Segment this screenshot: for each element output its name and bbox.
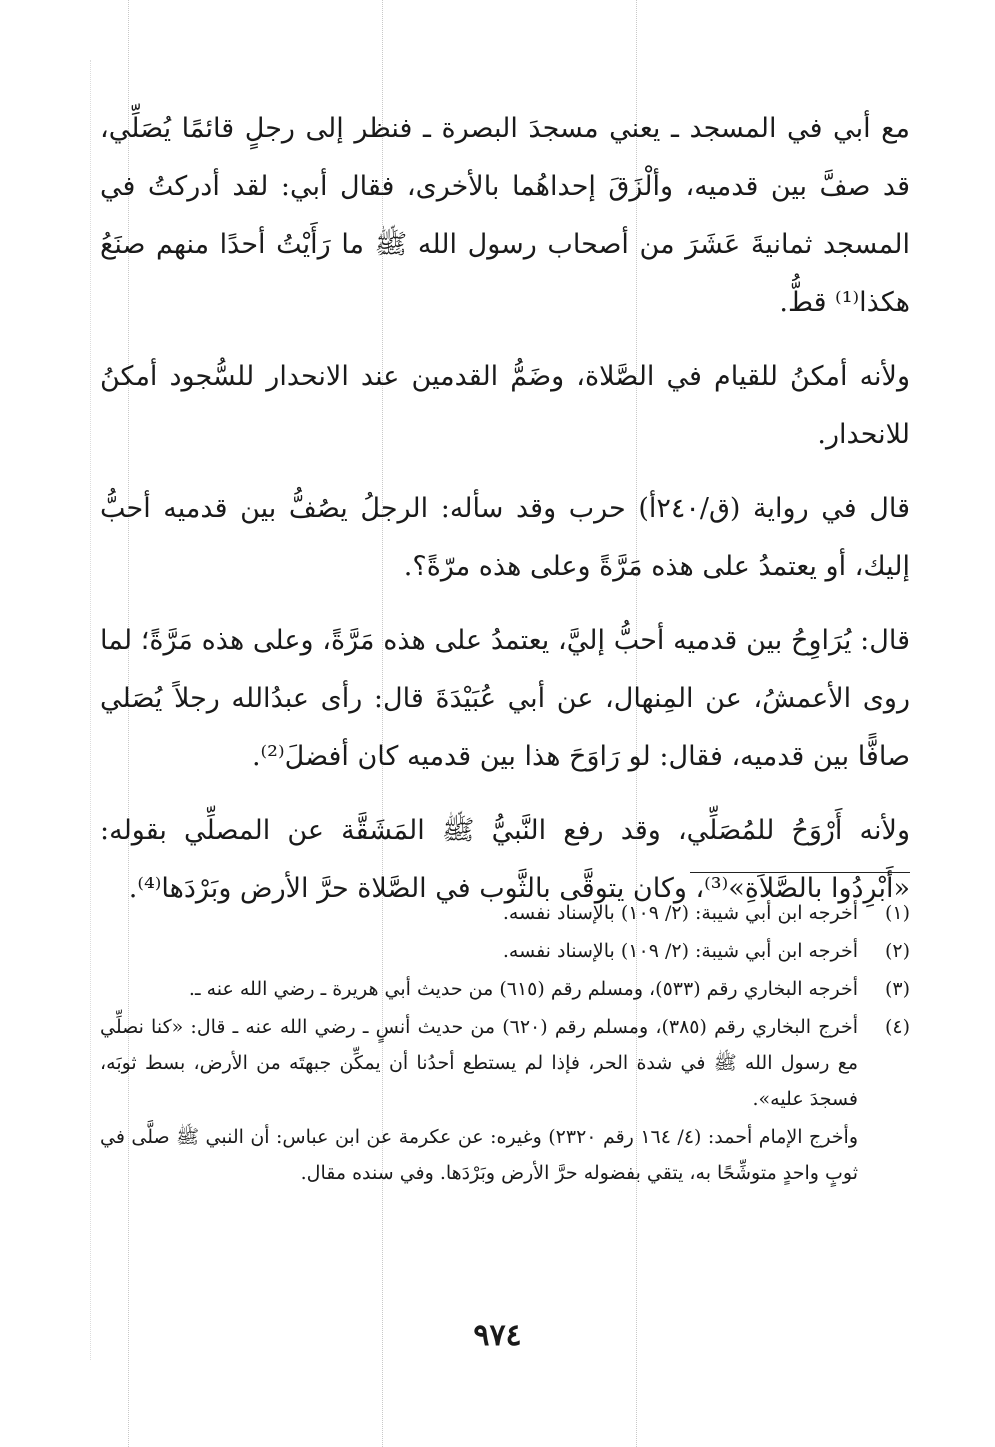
paragraph: ولأنه أمكنُ للقيام في الصَّلاة، وضَمُّ القدمين عند الانحدار للسُّجود أمكنُ للانحدار.	[100, 361, 910, 450]
footnote-text: أخرجه البخاري رقم (٥٣٣)، ومسلم رقم (٦١٥) من حديث أبي هريرة ـ رضي الله عنه ـ.	[188, 978, 858, 1000]
footnote	[100, 933, 910, 969]
footnote-number: (١)	[884, 902, 910, 924]
paragraph: مع أبي في المسجد ـ يعني مسجدَ البصرة ـ فنظر إلى رجلٍ قائمًا يُصَلِّي، قد صفَّ بين قدميه، وألْزَقَ إحداهُما بالأخرى، فقال أبي: لقد أدركتُ في المسجد ثمانيةَ عَشَرَ من أصحاب رسول الله ﷺ ما رَأَيْتُ أحدًا منهم صنَعُ هكذا⁽¹⁾ قطُّ.	[100, 113, 910, 318]
footnote	[100, 1009, 910, 1117]
footnote-text: أخرجه ابن أبي شيبة: (٢/ ١٠٩) بالإسناد نفسه.	[502, 940, 858, 962]
scan-artifact-dots	[90, 60, 91, 1360]
footnote-text: أخرجه ابن أبي شيبة: (٢/ ١٠٩) بالإسناد نفسه.	[502, 902, 858, 924]
footnote-continuation: وأخرج الإمام أحمد: (٤/ ١٦٤ رقم ٢٣٢٠) وغيره: عن عكرمة عن ابن عباس: أن النبي ﷺ صلَّى في ثوبٍ واحدٍ متوشِّحًا به، يتقي بفضوله حرَّ الأرض وبَرْدَها. وفي سنده مقال.	[100, 1126, 858, 1184]
footnotes	[100, 895, 910, 1191]
footnote-number: (٣)	[884, 978, 910, 1000]
paragraph: قال: يُرَاوِحُ بين قدميه أحبُّ إليَّ، يعتمدُ على هذه مَرَّةً، وعلى هذه مَرَّةً؛ لما روى الأعمشُ، عن المِنهال، عن أبي عُبَيْدَةَ قال: رأى عبدُالله رجلاً يُصَلي صافًّا بين قدميه، فقال: لو رَاوَحَ هذا بين قدميه كان أفضلَ⁽²⁾.	[100, 625, 910, 772]
paragraph: قال في رواية (ق/٢٤٠أ) حرب وقد سأله: الرجلُ يصُفُّ بين قدميه أحبُّ إليك، أو يعتمدُ على هذه مَرَّةً وعلى هذه مرّةً؟.	[100, 493, 910, 582]
paragraph: ولأنه أَرْوَحُ للمُصَلِّي، وقد رفع النَّبيُّ ﷺ المَشَقَّة عن المصلِّي بقوله: «أَبْرِدُوا بالصَّلاَةِ»⁽³⁾، وكان يتوقَّى بالثَّوب في الصَّلاة حرَّ الأرض وبَرْدَها⁽⁴⁾.	[100, 815, 910, 904]
footnote-text: أخرج البخاري رقم (٣٨٥)، ومسلم رقم (٦٢٠) من حديث أنسٍ ـ رضي الله عنه ـ قال: «كنا نصلِّي مع رسول الله ﷺ في شدة الحر، فإذا لم يستطع أحدُنا أن يمكِّن جبهتَه من الأرض، بسط ثوبَه، فسجدَ عليه».	[100, 1016, 859, 1110]
footnote	[100, 895, 910, 931]
main-text	[100, 100, 910, 934]
footnote-separator	[690, 872, 910, 873]
footnote	[100, 971, 910, 1007]
page-number: ٩٧٤	[473, 1318, 522, 1353]
footnote-number: (٢)	[884, 940, 910, 962]
footnote-number: (٤)	[884, 1016, 910, 1038]
